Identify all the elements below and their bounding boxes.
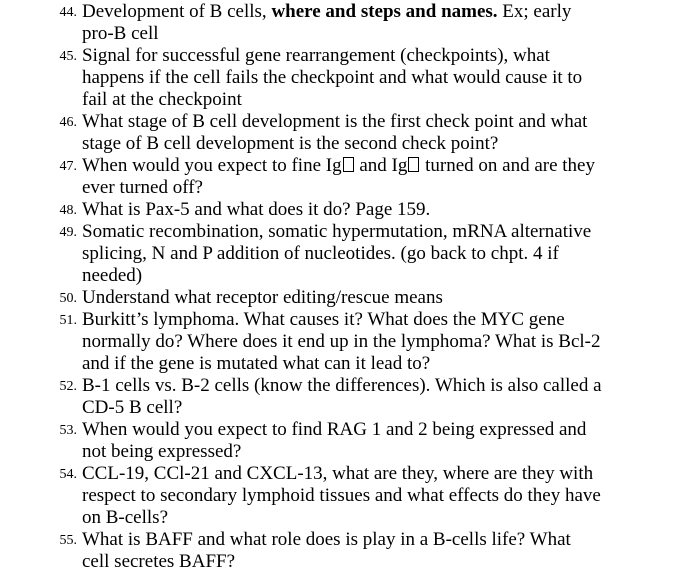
question-number: 53. (59, 423, 77, 438)
question-number: 47. (59, 159, 77, 174)
question-list (0, 1, 700, 573)
question-51 (0, 309, 602, 375)
question-number: 55. (59, 533, 77, 548)
question-text: Understand what receptor editing/rescue means (82, 287, 443, 308)
question-53 (0, 419, 602, 463)
question-text: When would you expect to fine Ig and Ig turned on and are they ever turned off? (82, 155, 595, 198)
question-number: 44. (59, 5, 77, 20)
question-text: Development of B cells, where and steps and names. Ex; early pro-B cell (82, 1, 572, 44)
missing-glyph-box-icon (408, 157, 419, 172)
question-text: What is BAFF and what role does is play in a B-cells life? What cell secretes BAFF? (82, 529, 571, 572)
question-50 (0, 287, 602, 309)
question-52 (0, 375, 602, 419)
question-text: What stage of B cell development is the first check point and what stage of B cell development is the second check point? (82, 111, 588, 154)
missing-glyph-box-icon (343, 157, 354, 172)
question-text: B-1 cells vs. B-2 cells (know the differences). Which is also called a CD-5 B cell? (82, 375, 602, 418)
question-number: 54. (59, 467, 77, 482)
question-47 (0, 155, 602, 199)
question-44 (0, 1, 602, 45)
bold-emphasis: where and steps and names. (271, 1, 498, 22)
question-number: 49. (59, 225, 77, 240)
question-text: What is Pax-5 and what does it do? Page 159. (82, 199, 431, 220)
question-text: Burkitt’s lymphoma. What causes it? What does the MYC gene normally do? Where does it end up in the lymphoma? What is Bcl-2 and if the gene is mutated what can it lead to? (82, 309, 601, 374)
question-55 (0, 529, 602, 573)
question-45 (0, 45, 602, 111)
question-text: When would you expect to find RAG 1 and 2 being expressed and not being expressed? (82, 419, 587, 462)
question-number: 52. (59, 379, 77, 394)
question-49 (0, 221, 602, 287)
question-text: Somatic recombination, somatic hypermutation, mRNA alternative splicing, N and P addition of nucleotides. (go back to chpt. 4 if needed) (82, 221, 592, 286)
question-54 (0, 463, 602, 529)
question-text: Signal for successful gene rearrangement (checkpoints), what happens if the cell fails the checkpoint and what would cause it to fail at the checkpoint (82, 45, 583, 110)
question-48 (0, 199, 602, 221)
question-number: 50. (59, 291, 77, 306)
question-number: 46. (59, 115, 77, 130)
question-46 (0, 111, 602, 155)
question-number: 48. (59, 203, 77, 218)
question-text: CCL-19, CCl-21 and CXCL-13, what are they, where are they with respect to secondary lymphoid tissues and what effects do they have on B-cells? (82, 463, 601, 528)
question-number: 51. (59, 313, 77, 328)
question-number: 45. (59, 49, 77, 64)
